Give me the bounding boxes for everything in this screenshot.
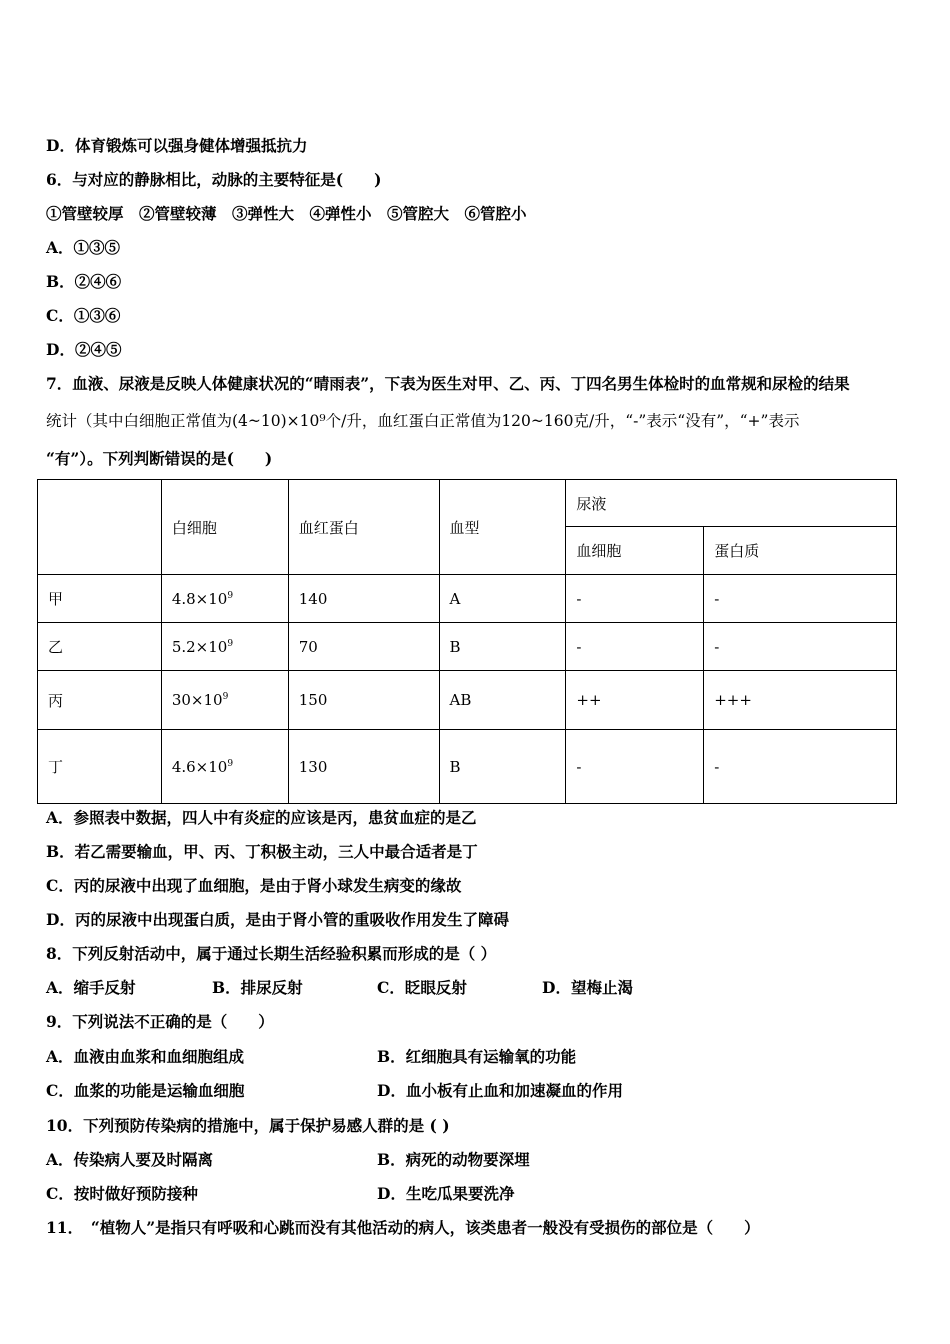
row-urine-protein: - — [704, 623, 897, 671]
q8-stem: 8．下列反射活动中，属于通过长期生活经验积累而形成的是（ ） — [46, 944, 497, 963]
header-blood-type: 血型 — [439, 480, 566, 575]
q8-option-c[interactable]: C．眨眼反射 — [377, 978, 467, 997]
table-row — [38, 730, 897, 804]
header-empty-cell — [38, 480, 162, 575]
row-hb: 150 — [288, 671, 439, 730]
q9-option-c[interactable]: C．血浆的功能是运输血细胞 — [46, 1081, 245, 1100]
header-urine-protein: 蛋白质 — [704, 527, 897, 575]
table-row — [38, 575, 897, 623]
row-urine-protein: - — [704, 575, 897, 623]
row-wbc: $5.2\times 10^9$ — [161, 623, 288, 671]
q5-option-d: D．体育锻炼可以强身健体增强抵抗力 — [46, 136, 308, 155]
header-urine: 尿液 — [566, 480, 897, 527]
row-name: 丁 — [38, 730, 162, 804]
q10-option-d[interactable]: D．生吃瓜果要洗净 — [377, 1184, 515, 1203]
q6-choices: ①管壁较厚 ②管壁较薄 ③弹性大 ④弹性小 ⑤管腔大 ⑥管腔小 — [46, 204, 527, 223]
header-wbc: 白细胞 — [161, 480, 288, 575]
q6-option-c[interactable]: C．①③⑥ — [46, 306, 121, 325]
row-urine-cells: - — [566, 730, 704, 804]
row-type: A — [439, 575, 566, 623]
q6-option-b[interactable]: B．②④⑥ — [46, 272, 122, 291]
table-row — [38, 671, 897, 730]
row-type: AB — [439, 671, 566, 730]
q6-stem: 6．与对应的静脉相比，动脉的主要特征是( ) — [46, 170, 382, 189]
row-hb: 70 — [288, 623, 439, 671]
row-wbc: $30\times 10^9$ — [161, 671, 288, 730]
table-row — [38, 623, 897, 671]
row-type: B — [439, 623, 566, 671]
row-urine-protein: - — [704, 730, 897, 804]
q7-option-b[interactable]: B．若乙需要输血，甲、丙、丁积极主动，三人中最合适者是丁 — [46, 842, 478, 861]
header-hemoglobin: 血红蛋白 — [288, 480, 439, 575]
q10-option-c[interactable]: C．按时做好预防接种 — [46, 1184, 198, 1203]
row-wbc: $4.6\times 10^9$ — [161, 730, 288, 804]
blood-urine-table — [37, 479, 897, 804]
q9-stem: 9．下列说法不正确的是（ ） — [46, 1012, 274, 1031]
row-wbc: $4.8\times 10^9$ — [161, 575, 288, 623]
row-hb: 130 — [288, 730, 439, 804]
header-urine-cells: 血细胞 — [566, 527, 704, 575]
row-type: B — [439, 730, 566, 804]
q8-option-d[interactable]: D．望梅止渴 — [542, 978, 633, 997]
q9-option-d[interactable]: D．血小板有止血和加速凝血的作用 — [377, 1081, 623, 1100]
row-hb: 140 — [288, 575, 439, 623]
row-urine-cells: ++ — [566, 671, 704, 730]
q10-option-a[interactable]: A．传染病人要及时隔离 — [46, 1150, 214, 1169]
q9-option-a[interactable]: A．血液由血浆和血细胞组成 — [46, 1047, 245, 1066]
q7-stem-line3: “有”）。下列判断错误的是( ) — [46, 449, 273, 468]
q7-option-a[interactable]: A．参照表中数据，四人中有炎症的应该是丙，患贫血症的是乙 — [46, 808, 477, 827]
q9-option-b[interactable]: B．红细胞具有运输氧的功能 — [377, 1047, 577, 1066]
q7-option-d[interactable]: D．丙的尿液中出现蛋白质，是由于肾小管的重吸收作用发生了障碍 — [46, 910, 509, 929]
row-name: 甲 — [38, 575, 162, 623]
q10-option-b[interactable]: B．病死的动物要深埋 — [377, 1150, 530, 1169]
row-urine-protein: +++ — [704, 671, 897, 730]
table-header-row — [38, 480, 897, 527]
row-urine-cells: - — [566, 575, 704, 623]
row-name: 丙 — [38, 671, 162, 730]
q7-option-c[interactable]: C．丙的尿液中出现了血细胞，是由于肾小球发生病变的缘故 — [46, 876, 462, 895]
row-name: 乙 — [38, 623, 162, 671]
row-urine-cells: - — [566, 623, 704, 671]
q7-stem-line1: 7．血液、尿液是反映人体健康状况的“晴雨表”，下表为医生对甲、乙、丙、丁四名男生体检时的血常规和尿检的结果 — [46, 374, 850, 393]
q8-option-a[interactable]: A．缩手反射 — [46, 978, 136, 997]
q11-stem: 11． “植物人”是指只有呼吸和心跳而没有其他活动的病人，该类患者一般没有受损伤的部位是（ ） — [46, 1218, 760, 1237]
q10-stem: 10．下列预防传染病的措施中，属于保护易感人群的是 ( ) — [46, 1116, 450, 1135]
q8-option-b[interactable]: B．排尿反射 — [212, 978, 303, 997]
q6-option-d[interactable]: D．②④⑤ — [46, 340, 122, 359]
q6-option-a[interactable]: A．①③⑤ — [46, 238, 121, 257]
q7-stem-line2: 统计（其中白细胞正常值为(4~10)×10⁹个/升，血红蛋白正常值为120~160克/升，“-”表示“没有”，“+”表示 — [46, 412, 800, 430]
